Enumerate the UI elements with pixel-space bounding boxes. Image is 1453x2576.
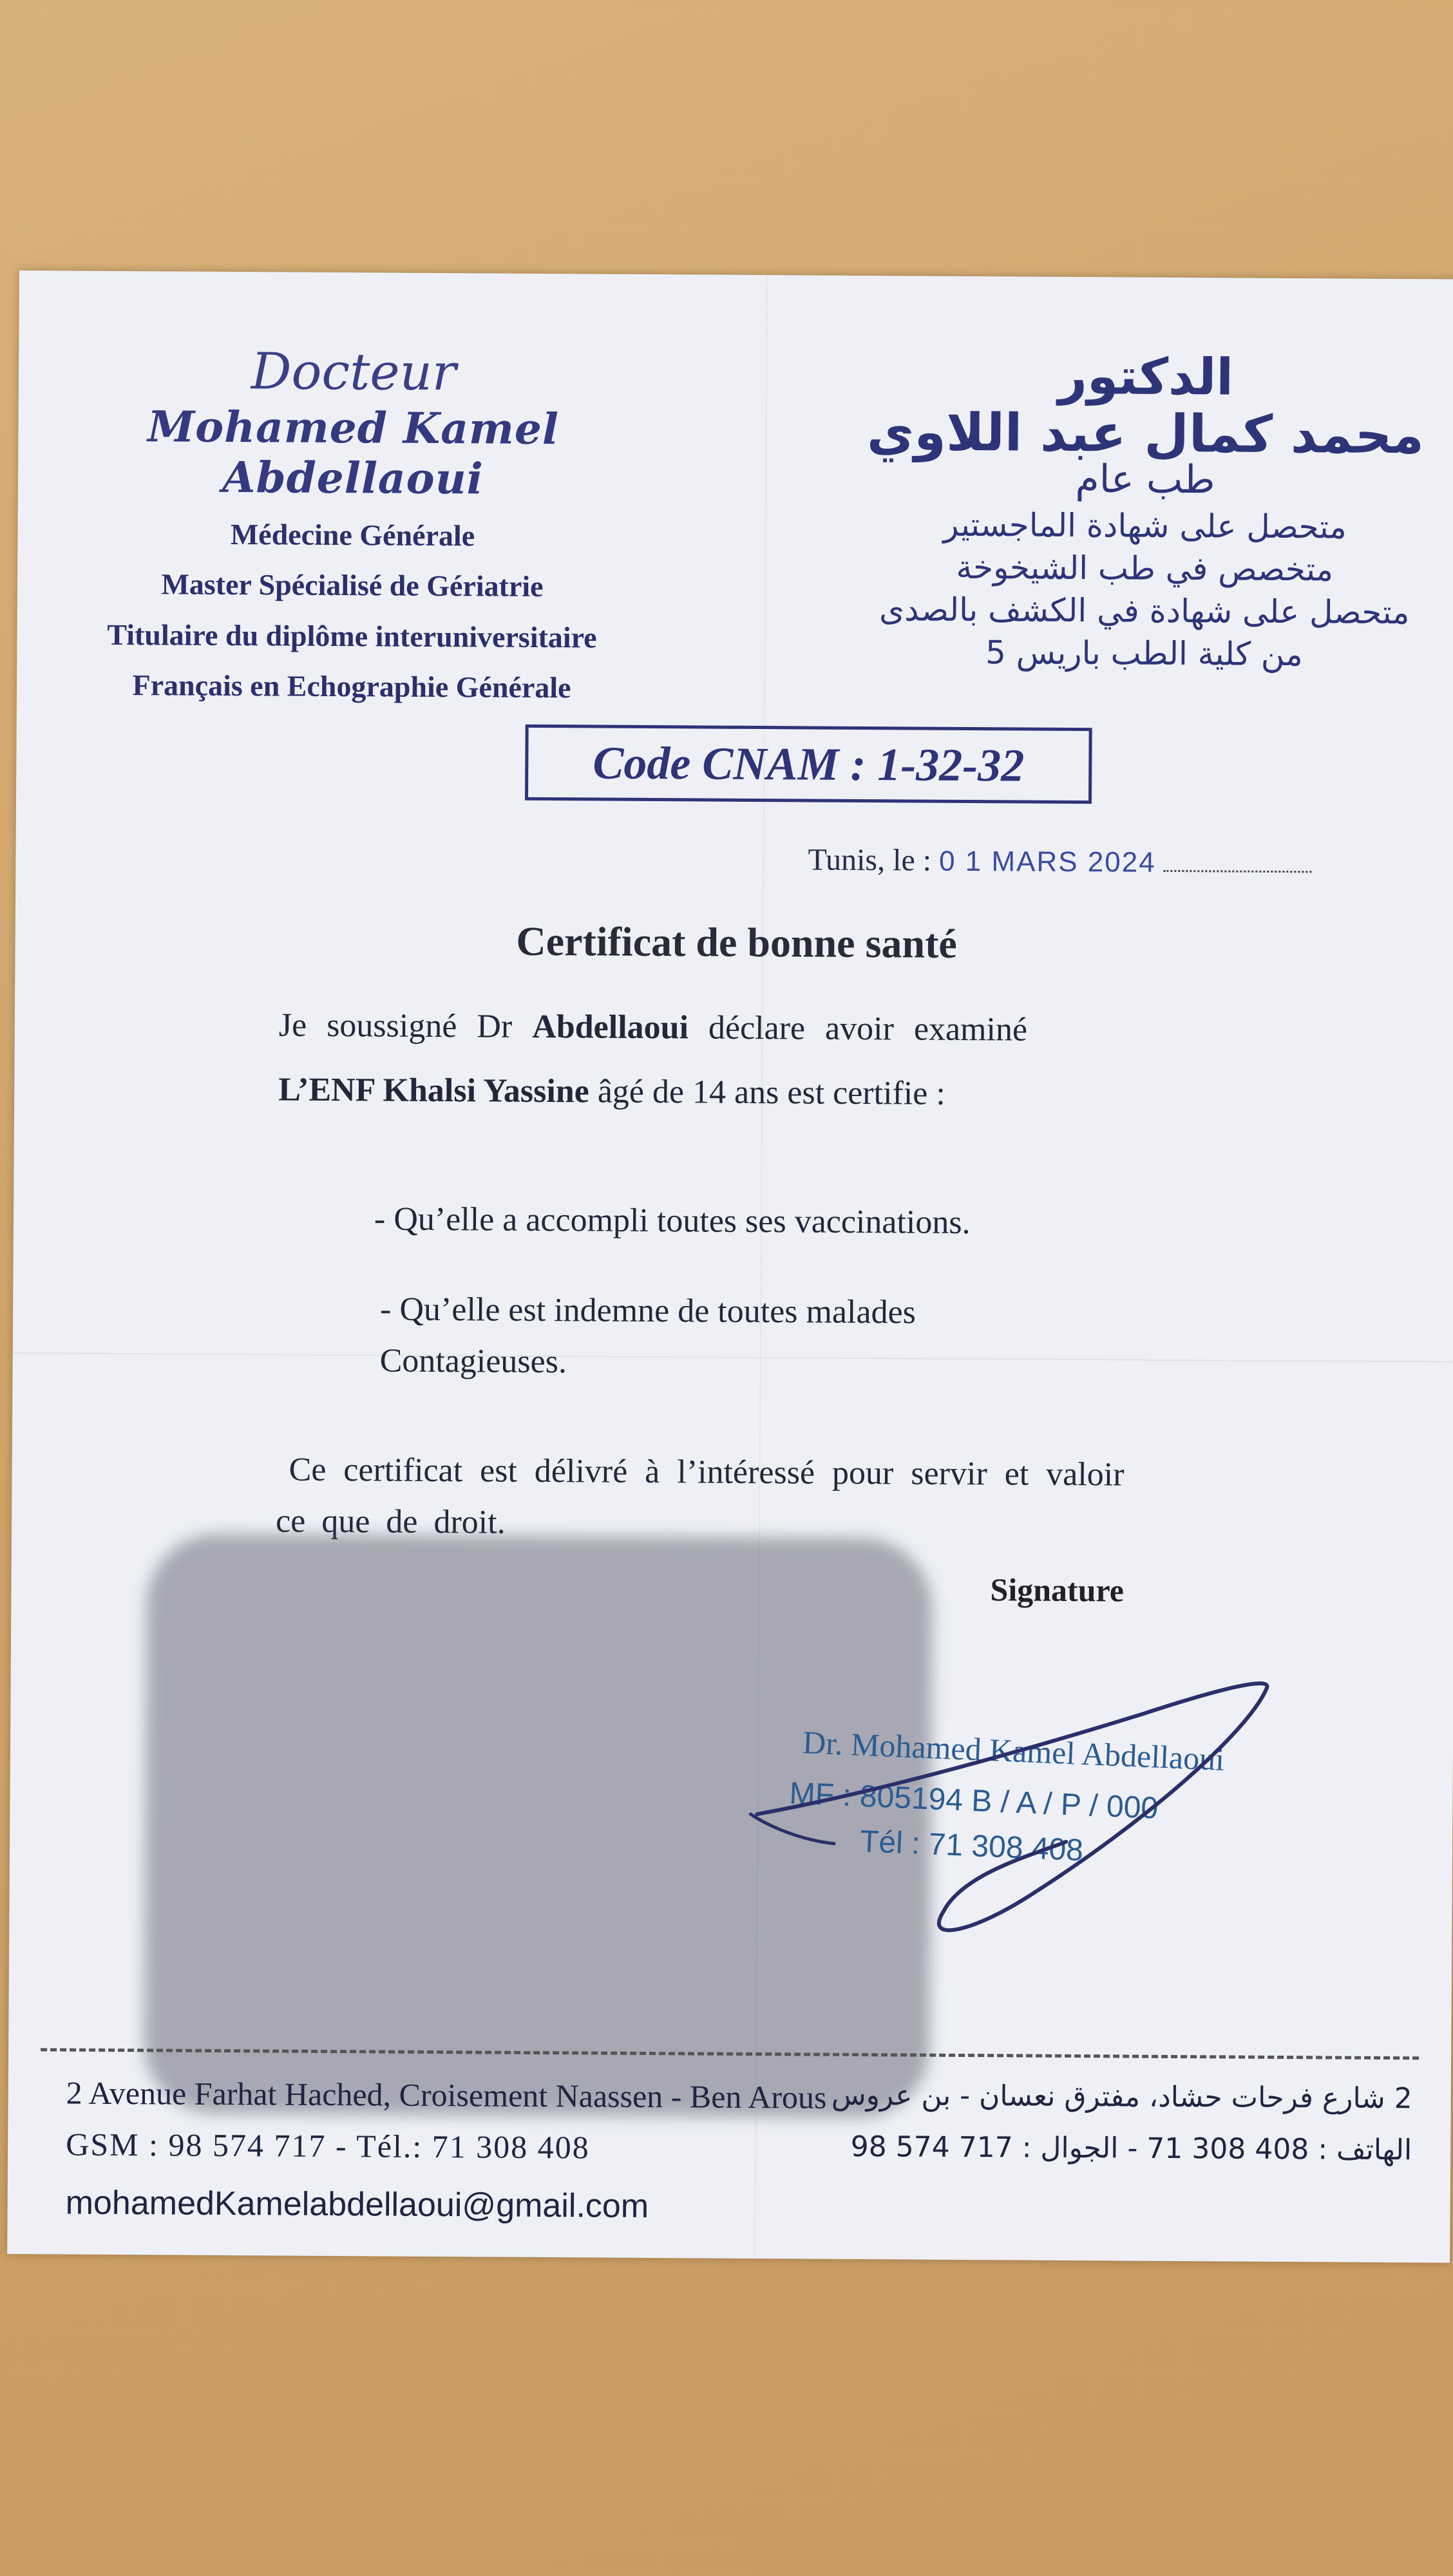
qualification-line: Médecine Générale	[230, 518, 475, 553]
qualification-line: Titulaire du diplôme interuniversitaire	[107, 618, 597, 654]
document-title: Certificat de bonne santé	[516, 918, 958, 967]
paragraph-patient	[278, 1070, 945, 1112]
patient-details: âgé de 14 ans est certifie :	[597, 1073, 945, 1112]
qualification-line: Français en Echographie Générale	[132, 668, 571, 705]
qualification-line-ar: متحصل على شهادة في الكشف بالصدى	[878, 591, 1410, 632]
patient-name: L’ENF Khalsi Yassine	[278, 1071, 589, 1110]
doctor-name: Mohamed Kamel Abdellaoui	[147, 401, 560, 504]
doctor-title: Docteur	[251, 343, 457, 402]
header-arabic	[835, 346, 1453, 674]
stamp-tax-id: MF : 805194 B / A / P / 000	[788, 1776, 1159, 1826]
doctor-title-ar: الدكتور	[1058, 347, 1234, 407]
specialty-ar: طب عام	[1075, 457, 1215, 503]
date-prefix: Tunis, le :	[808, 842, 932, 878]
date-stamp: 0 1 MARS 2024	[938, 845, 1156, 878]
footer-address-ar: 2 شارع فرحات حشاد، مفترق نعسان - بن عروس	[831, 2078, 1412, 2116]
stamp-phone: Tél : 71 308 408	[859, 1824, 1084, 1868]
list-item: - Qu’elle a accompli toutes ses vaccinations.	[374, 1200, 971, 1242]
paragraph-declaration	[279, 1006, 1028, 1048]
doctor-name-ar: محمد كمال عبد اللاوي	[866, 402, 1425, 466]
doctor-surname: Abdellaoui	[532, 1008, 689, 1046]
qualification-line: Master Spécialisé de Gériatrie	[161, 567, 544, 603]
closing-text: Ce certificat est délivré à l’intéressé pour servir et valoir	[289, 1451, 1125, 1493]
qualification-line-ar: متخصص في طب الشيخوخة	[956, 548, 1334, 589]
footer-phones: GSM : 98 574 717 - Tél.: 71 308 408	[66, 2126, 590, 2166]
list-item-continuation: Contagieuses.	[379, 1342, 567, 1381]
handwritten-signature	[730, 1660, 1312, 1953]
closing-text: ce que de droit.	[275, 1502, 506, 1541]
signature-label: Signature	[990, 1571, 1125, 1609]
declaration-start: Je soussigné Dr	[278, 1007, 513, 1045]
qualification-line-ar: متحصل على شهادة الماجستير	[943, 506, 1347, 546]
date-dotted-line	[1164, 866, 1312, 873]
list-item: - Qu’elle est indemne de toutes malades	[379, 1291, 916, 1331]
footer-email: mohamedKamelabdellaoui@gmail.com	[65, 2184, 649, 2226]
header-french	[88, 342, 618, 704]
footer-address: 2 Avenue Farhat Hached, Croisement Naassen - Ben Arous	[66, 2074, 827, 2116]
date-line	[808, 842, 1312, 880]
footer-phones-ar: الهاتف : 408 308 71 - الجوال : 717 574 98	[850, 2130, 1412, 2167]
stamp-doctor-name: Dr. Mohamed Kamel Abdellaoui	[802, 1724, 1226, 1777]
cnam-code-box: Code CNAM : 1-32-32	[525, 724, 1092, 804]
declaration-end: déclare avoir examiné	[708, 1009, 1028, 1048]
qualification-line-ar: من كلية الطب باريس 5	[985, 634, 1303, 674]
paper-fold-horizontal	[13, 1352, 1453, 1363]
certificate-paper	[7, 270, 1453, 2263]
